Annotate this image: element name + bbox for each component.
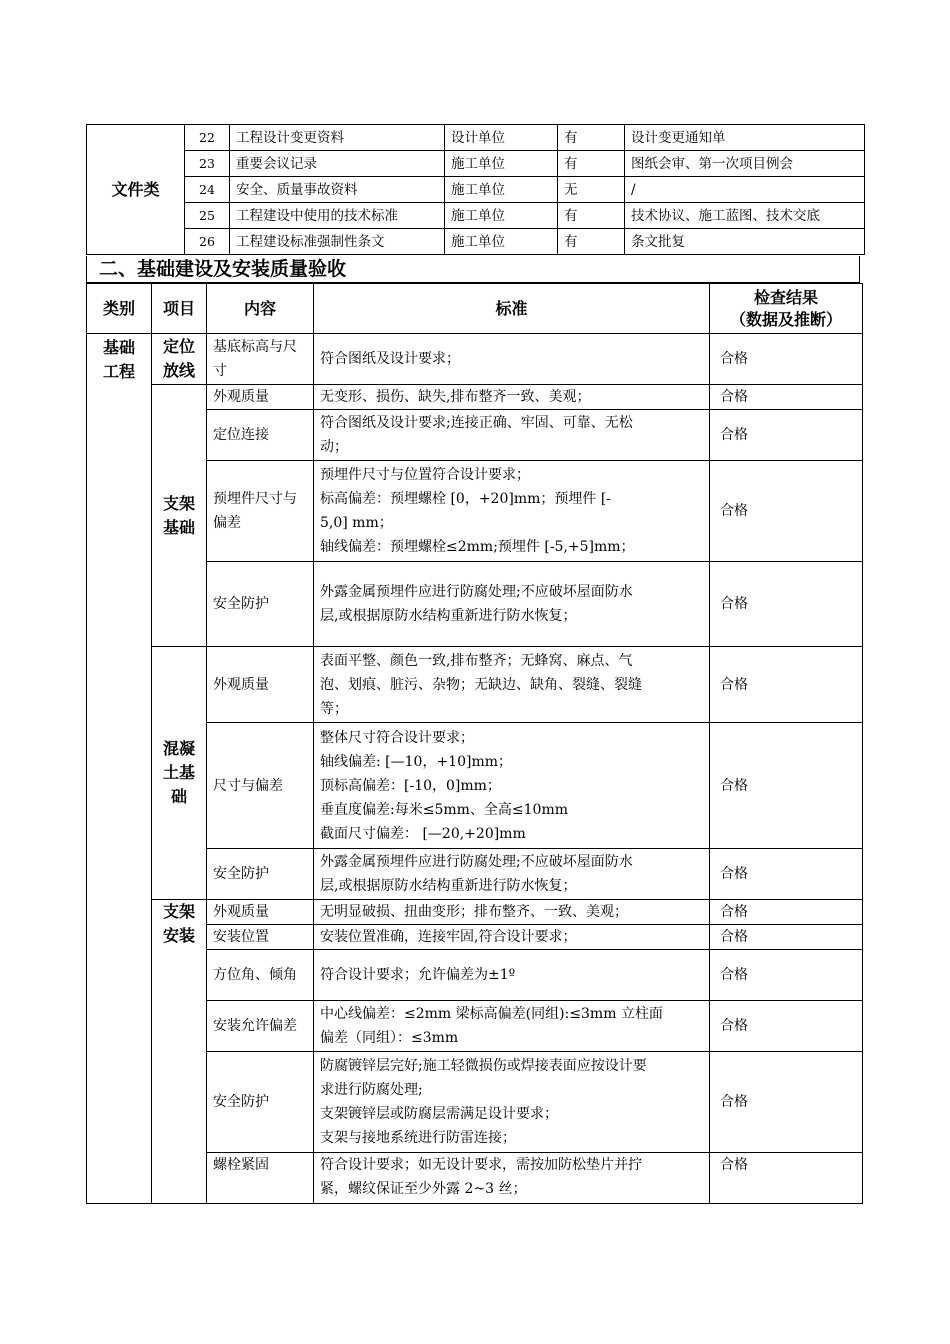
standard-cell [314, 647, 710, 723]
standard-cell [314, 562, 710, 647]
content-cell: 外观质量 [207, 900, 314, 925]
record-name: 工程设计变更资料 [230, 125, 445, 151]
record-note: 技术协议、施工蓝图、技术交底 [625, 203, 865, 229]
row-number: 22 [185, 125, 230, 151]
row-number: 23 [185, 151, 230, 177]
category-label: 基础工程 [102, 338, 135, 381]
standard-line: 标高偏差：预埋螺栓 [0，+20]mm；预埋件 [- [320, 491, 612, 507]
record-note: 图纸会审、第一次项目例会 [625, 151, 865, 177]
standard-cell [314, 849, 710, 900]
result-cell: 合格 [710, 723, 863, 849]
content-cell: 尺寸与偏差 [207, 723, 314, 849]
table-header-row [87, 284, 863, 334]
content-label: 安装允许偏差 [213, 1018, 297, 1034]
record-name: 工程建设中使用的技术标准 [230, 203, 445, 229]
result-cell: 合格 [710, 900, 863, 925]
project-label: 混凝土基础 [162, 739, 195, 806]
standard-line: 顶标高偏差：[-10，0]mm； [320, 777, 501, 794]
content-cell: 定位连接 [207, 410, 314, 461]
result-cell: 合格 [710, 461, 863, 562]
table-row [87, 177, 865, 203]
record-name: 工程建设标准强制性条文 [230, 229, 445, 255]
standard-line: 整体尺寸符合设计要求； [320, 729, 474, 746]
header-standard: 标准 [314, 284, 710, 334]
record-name: 安全、质量事故资料 [230, 177, 445, 203]
standard-line: 无明显破损、扭曲变形；排布整齐、一致、美观； [320, 904, 628, 920]
file-records-table [86, 124, 865, 255]
header-result-line1: 检查结果 [753, 287, 818, 307]
standard-line: 表面平整、颜色一致,排布整齐；无蜂窝、麻点、气 [320, 652, 633, 669]
result-cell: 合格 [710, 1001, 863, 1052]
result-cell: 合格 [710, 334, 863, 385]
header-category: 类别 [87, 284, 152, 334]
record-availability: 无 [558, 177, 625, 203]
table-row [87, 900, 863, 925]
result-cell: 合格 [710, 385, 863, 410]
content-cell: 外观质量 [207, 647, 314, 723]
standard-line: 安装位置准确，连接牢固,符合设计要求； [320, 929, 577, 945]
content-cell: 基底标高与尺寸 [207, 334, 314, 385]
standard-cell [314, 334, 710, 385]
record-note: / [625, 177, 865, 203]
project-cell [152, 385, 207, 647]
row-number: 24 [185, 177, 230, 203]
standard-line: 截面尺寸偏差： [—20,+20]mm [320, 825, 526, 842]
standard-line: 符合设计要求；允许偏差为±1º [320, 967, 516, 983]
result-cell: 合格 [710, 410, 863, 461]
standard-line: 符合设计要求；如无设计要求，需按加防松垫片并拧 [320, 1157, 642, 1173]
result-cell: 合格 [710, 849, 863, 900]
table-row [87, 125, 865, 151]
result-cell: 合格 [710, 1153, 863, 1204]
standard-line: 求进行防腐处理; [320, 1082, 423, 1098]
section-title: 二、基础建设及安装质量验收 [86, 256, 860, 283]
content-label: 预埋件尺寸与偏差 [213, 491, 297, 531]
project-cell [152, 900, 207, 1204]
record-availability: 有 [558, 125, 625, 151]
record-availability: 有 [558, 203, 625, 229]
record-unit: 施工单位 [445, 177, 558, 203]
table-row [87, 151, 865, 177]
record-unit: 施工单位 [445, 203, 558, 229]
standard-cell [314, 1052, 710, 1153]
content-cell: 安全防护 [207, 1052, 314, 1153]
standard-line: 预埋件尺寸与位置符合设计要求； [320, 467, 530, 483]
standard-cell [314, 1153, 710, 1204]
project-label: 定位放线 [162, 337, 195, 380]
row-number: 25 [185, 203, 230, 229]
quality-acceptance-table [86, 283, 863, 1204]
header-project: 项目 [152, 284, 207, 334]
standard-line: 轴线偏差：预埋螺栓≤2mm;预埋件 [-5,+5]mm； [320, 539, 635, 555]
file-category-cell: 文件类 [87, 125, 185, 255]
project-label: 支架安装 [162, 902, 195, 945]
record-availability: 有 [558, 151, 625, 177]
standard-line: 符合图纸及设计要求； [320, 351, 460, 367]
content-cell: 螺栓紧固 [207, 1153, 314, 1204]
content-cell: 安装位置 [207, 925, 314, 950]
record-name: 重要会议记录 [230, 151, 445, 177]
result-cell: 合格 [710, 1052, 863, 1153]
category-cell [87, 334, 152, 1204]
standard-line: 符合图纸及设计要求;连接正确、牢固、可靠、无松 [320, 415, 633, 431]
standard-line: 5,0] mm； [320, 515, 393, 531]
result-cell: 合格 [710, 925, 863, 950]
standard-line: 层,或根据原防水结构重新进行防水恢复； [320, 608, 577, 624]
table-row [87, 647, 863, 723]
header-content: 内容 [207, 284, 314, 334]
record-availability: 有 [558, 229, 625, 255]
standard-cell [314, 900, 710, 925]
standard-line: 动； [320, 439, 348, 455]
content-cell [207, 461, 314, 562]
content-cell [207, 950, 314, 1001]
table-row [87, 385, 863, 410]
header-result [710, 284, 863, 334]
standard-line: 泡、划痕、脏污、杂物；无缺边、缺角、裂缝、裂缝 [320, 676, 642, 693]
standard-line: 偏差（同组）：≤3mm [320, 1030, 459, 1046]
standard-cell [314, 723, 710, 849]
standard-cell [314, 461, 710, 562]
record-unit: 施工单位 [445, 229, 558, 255]
header-result-line2: （数据及推断） [729, 309, 842, 329]
record-unit: 施工单位 [445, 151, 558, 177]
row-number: 26 [185, 229, 230, 255]
project-label: 支架基础 [162, 493, 195, 537]
content-label: 方位角、倾角 [213, 967, 297, 983]
standard-line: 支架与接地系统进行防雷连接； [320, 1130, 516, 1146]
standard-cell [314, 385, 710, 410]
standard-line: 轴线偏差: [—10，+10]mm； [320, 753, 513, 770]
table-row [87, 203, 865, 229]
record-unit: 设计单位 [445, 125, 558, 151]
standard-line: 防腐镀锌层完好;施工轻微损伤或焊接表面应按设计要 [320, 1058, 647, 1074]
standard-line: 紧，螺纹保证至少外露 2~3 丝； [320, 1181, 527, 1197]
table-row [87, 334, 863, 385]
standard-line: 外露金属预埋件应进行防腐处理;不应破坏屋面防水 [320, 584, 633, 600]
standard-line: 等； [320, 700, 348, 717]
standard-cell [314, 410, 710, 461]
result-cell: 合格 [710, 562, 863, 647]
standard-line: 层,或根据原防水结构重新进行防水恢复； [320, 878, 577, 894]
standard-line: 中心线偏差：≤2mm 梁标高偏差(同组):≤3mm 立柱面 [320, 1006, 663, 1022]
standard-line: 支架镀锌层或防腐层需满足设计要求； [320, 1106, 558, 1122]
standard-cell [314, 1001, 710, 1052]
result-cell: 合格 [710, 647, 863, 723]
record-note: 条文批复 [625, 229, 865, 255]
standard-cell [314, 950, 710, 1001]
table-row [87, 229, 865, 255]
content-cell [207, 1001, 314, 1052]
standard-line: 无变形、损伤、缺失,排布整齐一致、美观； [320, 389, 591, 405]
standard-line: 垂直度偏差:每米≤5mm、全高≤10mm [320, 801, 569, 818]
standard-line: 外露金属预埋件应进行防腐处理;不应破坏屋面防水 [320, 854, 633, 870]
result-cell: 合格 [710, 950, 863, 1001]
standard-cell [314, 925, 710, 950]
record-note: 设计变更通知单 [625, 125, 865, 151]
content-cell: 安全防护 [207, 849, 314, 900]
project-cell [152, 647, 207, 900]
content-cell: 安全防护 [207, 562, 314, 647]
project-cell [152, 334, 207, 385]
content-cell: 外观质量 [207, 385, 314, 410]
